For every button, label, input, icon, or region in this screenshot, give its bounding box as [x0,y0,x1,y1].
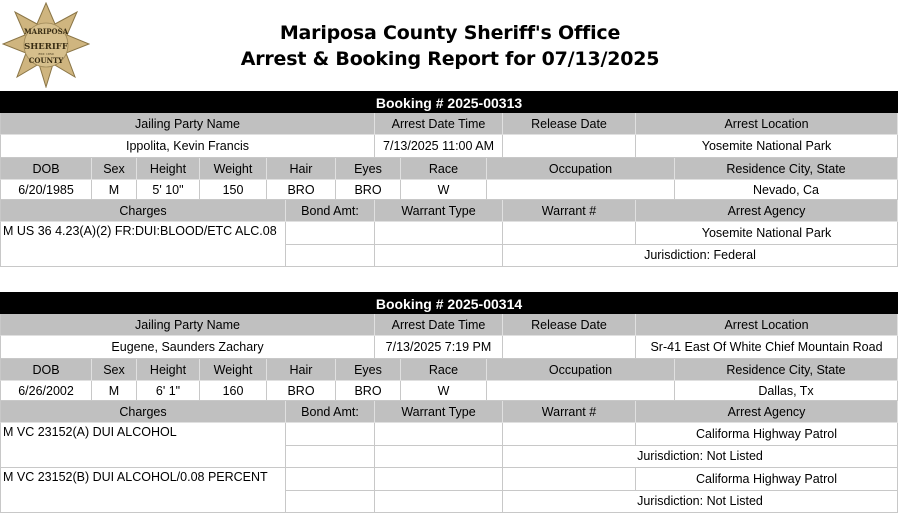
label-warrant-number: Warrant # [503,200,636,222]
badge-middle-text: SHERIFF [24,42,68,52]
jailing-party-name: Eugene, Saunders Zachary [0,336,375,359]
arrest-location: Sr-41 East Of White Chief Mountain Road [636,336,898,359]
label-dob: DOB [0,158,92,180]
warrant-type-extra [375,446,503,469]
jurisdiction: Jurisdiction: Federal [503,245,898,268]
eyes: BRO [336,381,401,401]
residence: Dallas, Tx [675,381,898,401]
label-race: Race [401,158,487,180]
eyes: BRO [336,180,401,200]
badge-est-text: EST. 1850 [38,52,54,56]
warrant-number [503,468,636,491]
height: 6' 1" [137,381,200,401]
label-weight: Weight [200,158,267,180]
label-release-date: Release Date [503,314,636,336]
height: 5' 10" [137,180,200,200]
label-residence: Residence City, State [675,158,898,180]
label-warrant-type: Warrant Type [375,401,503,423]
label-release-date: Release Date [503,113,636,135]
label-eyes: Eyes [336,158,401,180]
sex: M [92,381,137,401]
label-residence: Residence City, State [675,359,898,381]
bond-amount [286,222,375,245]
bond-amount-extra [286,491,375,514]
label-height: Height [137,359,200,381]
label-race: Race [401,359,487,381]
label-arrest-location: Arrest Location [636,314,898,336]
page-title [0,20,900,72]
bond-amount [286,423,375,446]
arrest-agency: Yosemite National Park [636,222,898,245]
jurisdiction: Jurisdiction: Not Listed [503,491,898,514]
dob: 6/20/1985 [0,180,92,200]
arrest-date-time: 7/13/2025 11:00 AM [375,135,503,158]
label-arrest-agency: Arrest Agency [636,401,898,423]
bond-amount [286,468,375,491]
warrant-type-extra [375,245,503,268]
charge-description: M US 36 4.23(A)(2) FR:DUI:BLOOD/ETC ALC.08 [0,222,286,267]
label-weight: Weight [200,359,267,381]
arrest-agency: Califorma Highway Patrol [636,423,898,446]
charge-row [0,222,898,267]
label-bond-amt: Bond Amt: [286,401,375,423]
bond-amount-extra [286,446,375,469]
occupation [487,381,675,401]
weight: 150 [200,180,267,200]
booking-section [0,292,898,513]
label-occupation: Occupation [487,158,675,180]
label-hair: Hair [267,359,336,381]
warrant-type [375,222,503,245]
dob: 6/26/2002 [0,381,92,401]
release-date [503,135,636,158]
residence: Nevado, Ca [675,180,898,200]
occupation [487,180,675,200]
label-height: Height [137,158,200,180]
booking-number: Booking # 2025-00314 [0,292,898,314]
hair: BRO [267,381,336,401]
warrant-type-extra [375,491,503,514]
label-bond-amt: Bond Amt: [286,200,375,222]
label-charges: Charges [0,200,286,222]
weight: 160 [200,381,267,401]
label-hair: Hair [267,158,336,180]
jurisdiction: Jurisdiction: Not Listed [503,446,898,469]
race: W [401,180,487,200]
booking-number: Booking # 2025-00313 [0,91,898,113]
arrest-date-time: 7/13/2025 7:19 PM [375,336,503,359]
label-sex: Sex [92,359,137,381]
label-eyes: Eyes [336,359,401,381]
title-line-report: Arrest & Booking Report for 07/13/2025 [240,48,660,70]
arrest-location: Yosemite National Park [636,135,898,158]
label-dob: DOB [0,359,92,381]
label-arrest-date-time: Arrest Date Time [375,314,503,336]
title-line-agency: Mariposa County Sheriff's Office [279,22,621,44]
label-arrest-date-time: Arrest Date Time [375,113,503,135]
sex: M [92,180,137,200]
label-charges: Charges [0,401,286,423]
label-warrant-number: Warrant # [503,401,636,423]
arrest-agency: Califorma Highway Patrol [636,468,898,491]
label-jailing-party-name: Jailing Party Name [0,314,375,336]
charge-description: M VC 23152(B) DUI ALCOHOL/0.08 PERCENT [0,468,286,513]
label-arrest-agency: Arrest Agency [636,200,898,222]
booking-section [0,91,898,267]
label-sex: Sex [92,158,137,180]
warrant-number [503,423,636,446]
label-occupation: Occupation [487,359,675,381]
report-header [0,0,900,91]
warrant-number [503,222,636,245]
race: W [401,381,487,401]
label-jailing-party-name: Jailing Party Name [0,113,375,135]
hair: BRO [267,180,336,200]
bond-amount-extra [286,245,375,268]
charge-row [0,423,898,468]
warrant-type [375,423,503,446]
release-date [503,336,636,359]
warrant-type [375,468,503,491]
charge-description: M VC 23152(A) DUI ALCOHOL [0,423,286,468]
jailing-party-name: Ippolita, Kevin Francis [0,135,375,158]
charge-row [0,468,898,513]
label-warrant-type: Warrant Type [375,200,503,222]
label-arrest-location: Arrest Location [636,113,898,135]
badge-bottom-text: COUNTY [28,56,64,65]
badge-top-text: MARIPOSA [23,27,69,36]
